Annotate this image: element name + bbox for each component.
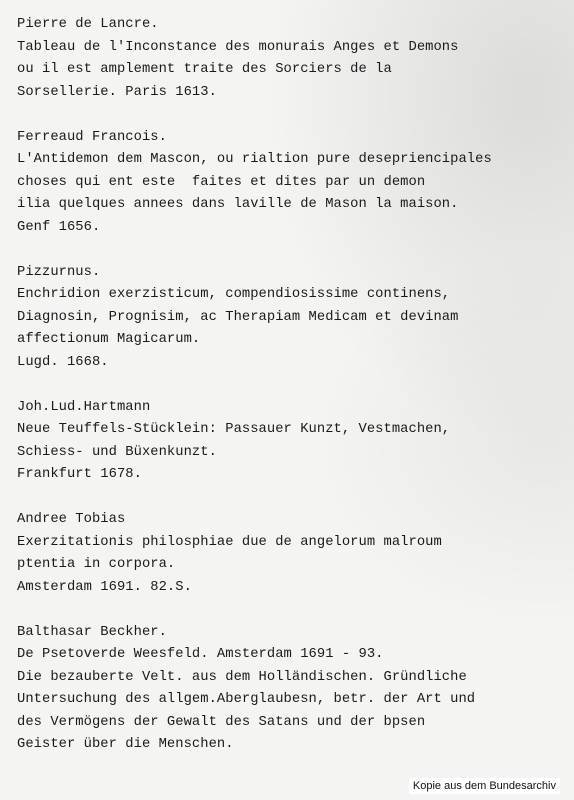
- entry-line: Lugd. 1668.: [17, 354, 109, 370]
- bibliography-list: [17, 14, 569, 780]
- entry-line: ptentia in corpora.: [17, 557, 176, 573]
- entry-line: Frankfurt 1678.: [17, 467, 142, 483]
- entry-author: Andree Tobias: [17, 512, 126, 528]
- entry-author: Joh.Lud.Hartmann: [17, 399, 151, 415]
- entry-line: Schiess- und Büxenkunzt.: [17, 444, 217, 460]
- archive-copy-notice: Kopie aus dem Bundesarchiv: [409, 778, 560, 794]
- entry-line: Enchridion exerzisticum, compendiosissime continens,: [17, 287, 451, 303]
- entry-line: Geister über die Menschen.: [17, 737, 234, 753]
- bibliography-entry: [17, 262, 569, 375]
- entry-line: Amsterdam 1691. 82.S.: [17, 579, 192, 595]
- entry-line: Tableau de l'Inconstance des monurais Anges et Demons: [17, 39, 459, 55]
- bibliography-entry: [17, 397, 569, 487]
- entry-line: Exerzitationis philosphiae due de angelorum malroum: [17, 534, 442, 550]
- entry-line: ou il est amplement traite des Sorciers de la: [17, 62, 392, 77]
- bibliography-entry: [17, 509, 569, 599]
- entry-author: Ferreaud Francois.: [17, 129, 167, 145]
- bibliography-entry: [17, 14, 569, 104]
- entry-line: Neue Teuffels-Stücklein: Passauer Kunzt, Vestmachen,: [17, 422, 451, 438]
- entry-author: Pizzurnus.: [17, 264, 101, 280]
- entry-line: Sorsellerie. Paris 1613.: [17, 84, 217, 100]
- entry-line: ilia quelques annees dans laville de Mason la maison.: [17, 197, 459, 213]
- bibliography-entry: [17, 127, 569, 240]
- entry-line: Diagnosin, Prognisim, ac Therapiam Medicam et devinam: [17, 309, 459, 325]
- entry-line: Die bezauberte Velt. aus dem Holländischen. Gründliche: [17, 669, 467, 685]
- entry-line: Untersuchung des allgem.Aberglaubesn, betr. der Art und: [17, 692, 476, 708]
- entry-line: Genf 1656.: [17, 219, 101, 235]
- entry-line: De Psetoverde Weesfeld. Amsterdam 1691 - 93.: [17, 647, 384, 663]
- entry-line: affectionum Magicarum.: [17, 332, 201, 348]
- entry-line: L'Antidemon dem Mascon, ou rialtion pure desepriencipales: [17, 152, 492, 168]
- entry-line: choses qui ent este faites et dites par un demon: [17, 174, 426, 190]
- entry-line: des Vermögens der Gewalt des Satans und der bpsen: [17, 714, 426, 730]
- bibliography-entry: [17, 622, 569, 757]
- entry-author: Pierre de Lancre.: [17, 17, 159, 32]
- entry-author: Balthasar Beckher.: [17, 624, 167, 640]
